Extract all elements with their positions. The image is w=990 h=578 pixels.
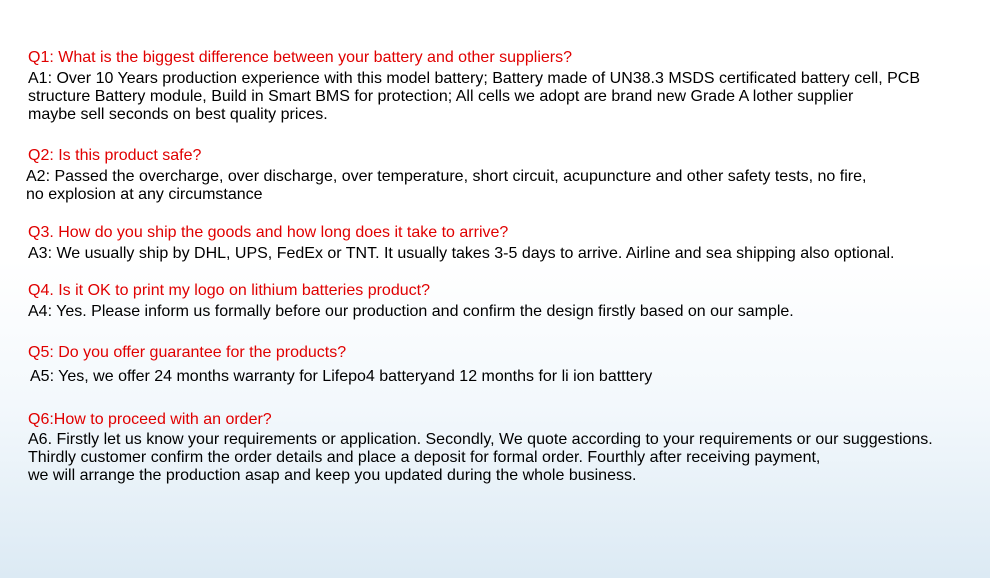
answer-text: [28, 245, 990, 263]
answer-line: A4: Yes. Please inform us formally before our production and confirm the design firstly based on our sample.: [28, 303, 794, 320]
answer-text: [28, 303, 990, 321]
faq-item-q6: [28, 411, 990, 485]
faq-item-q4: [28, 282, 990, 321]
answer-line: A2: Passed the overcharge, over discharge, over temperature, short circuit, acupuncture and other safety tests, no fire,: [26, 168, 867, 185]
answer-text: [28, 70, 990, 124]
answer-line: maybe sell seconds on best quality prices.: [28, 106, 328, 123]
question-text: Q5: Do you offer guarantee for the products?: [28, 344, 347, 361]
answer-text: [28, 431, 990, 485]
question-text: Q6:How to proceed with an order?: [28, 411, 272, 428]
answer-line: A3: We usually ship by DHL, UPS, FedEx or TNT. It usually takes 3-5 days to arrive. Airline and sea shipping also optional.: [28, 245, 895, 262]
question-text: Q4. Is it OK to print my logo on lithium batteries product?: [28, 282, 430, 299]
answer-line: structure Battery module, Build in Smart BMS for protection; All cells we adopt are brand new Grade A lother supplier: [28, 88, 854, 105]
question-text: Q1: What is the biggest difference between your battery and other suppliers?: [28, 49, 573, 66]
question-text: Q2: Is this product safe?: [28, 147, 202, 164]
faq-item-q2: [28, 147, 990, 204]
answer-line: A6. Firstly let us know your requirements or application. Secondly, We quote according to your requirements or our suggestions.: [28, 431, 933, 448]
answer-line: Thirdly customer confirm the order details and place a deposit for formal order. Fourthly after receiving payment,: [28, 449, 821, 466]
question-text: Q3. How do you ship the goods and how long does it take to arrive?: [28, 224, 509, 241]
answer-text: [26, 168, 990, 204]
answer-line: A5: Yes, we offer 24 months warranty for Lifepo4 batteryand 12 months for li ion batttery: [30, 368, 653, 385]
answer-text: [30, 368, 990, 386]
faq-item-q3: [28, 224, 990, 263]
faq-item-q1: [28, 49, 990, 124]
faq-item-q5: [28, 344, 990, 386]
answer-line: no explosion at any circumstance: [26, 186, 263, 203]
answer-line: A1: Over 10 Years production experience with this model battery; Battery made of UN38.3 MSDS certificated battery cell, PCB: [28, 70, 920, 87]
answer-line: we will arrange the production asap and keep you updated during the whole business.: [28, 467, 637, 484]
